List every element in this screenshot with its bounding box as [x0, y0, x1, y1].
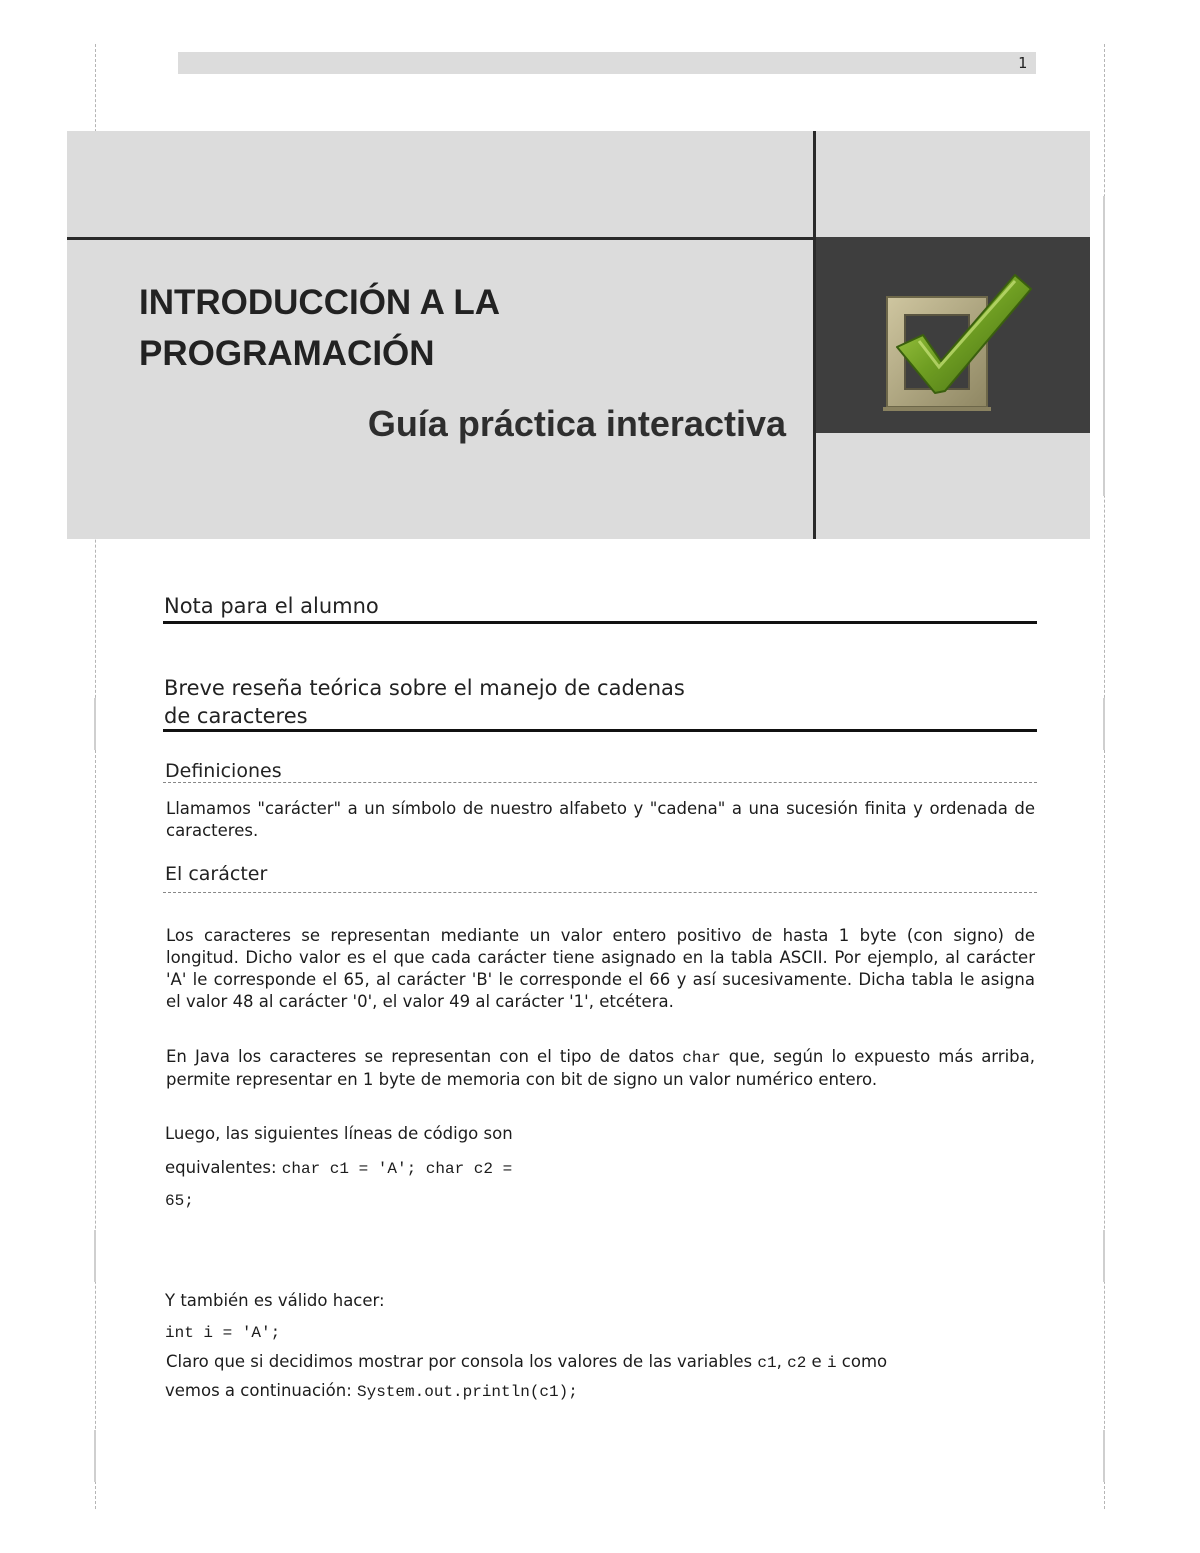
vemos-line	[165, 1381, 578, 1401]
heading-nota-alumno: Nota para el alumno	[164, 594, 379, 618]
claro-text-end: como	[836, 1352, 888, 1371]
code-int-assignment: int i = 'A';	[165, 1324, 281, 1342]
checkbox-checkmark-icon	[879, 269, 1039, 419]
code-println: System.out.println(c1);	[357, 1383, 578, 1401]
margin-marker	[1103, 1230, 1105, 1282]
heading-rule	[163, 729, 1037, 732]
subheading-rule	[163, 782, 1037, 783]
heading-resena-line-1: Breve reseña teórica sobre el manejo de cadenas	[164, 676, 685, 700]
caracter-paragraph: Los caracteres se representan mediante un valor entero positivo de hasta 1 byte (con signo) de longitud. Dicho valor es el que cada carácter tiene asignado en la tabla ASCII. Por ejemplo, al carácter 'A' le corresponde el 65, al carácter 'B' le corresponde el 66 y así sucesivamente. Dicha tabla le asigna el valor 48 al carácter '0', el valor 49 al carácter '1', etcétera.	[166, 926, 1035, 1011]
java-char-text-rest: que, según lo expuesto más arriba, permite representar en 1 byte de memoria con bit de signo un valor numérico entero.	[166, 1047, 1035, 1089]
heading-rule	[163, 621, 1037, 624]
subheading-definiciones: Definiciones	[165, 760, 282, 782]
claro-conjunction: e	[806, 1352, 827, 1371]
document-subtitle: Guía práctica interactiva	[367, 403, 786, 444]
claro-separator: ,	[776, 1352, 788, 1371]
luego-line: Luego, las siguientes líneas de código son	[165, 1124, 513, 1143]
cover-block	[67, 131, 1090, 539]
java-char-text: En Java los caracteres se representan con el tipo de datos	[166, 1047, 683, 1066]
margin-marker	[1103, 196, 1105, 496]
tambien-line: Y también es válido hacer:	[165, 1291, 385, 1310]
code-char-value: 65;	[165, 1192, 194, 1210]
cover-horizontal-rule	[67, 237, 816, 240]
definiciones-paragraph: Llamamos "carácter" a un símbolo de nuestro alfabeto y "cadena" a una sucesión finita y ordenada de caracteres.	[166, 799, 1035, 840]
inline-code-char: char	[682, 1049, 721, 1067]
title-line-2: PROGRAMACIÓN	[139, 334, 435, 373]
heading-resena-line-2: de caracteres	[164, 704, 308, 728]
page-header	[178, 52, 1036, 74]
margin-marker	[94, 1430, 96, 1482]
margin-marker	[94, 698, 96, 750]
equivalentes-line	[165, 1158, 512, 1178]
claro-text: Claro que si decidimos mostrar por consola los valores de las variables	[166, 1352, 758, 1371]
margin-marker	[1103, 698, 1105, 750]
vemos-label: vemos a continuación:	[165, 1381, 357, 1400]
margin-marker	[94, 1230, 96, 1282]
equivalentes-label: equivalentes:	[165, 1158, 282, 1177]
claro-paragraph	[166, 1351, 1035, 1374]
page-number: 1	[1017, 54, 1027, 72]
heading-resena-teorica	[164, 674, 1037, 730]
inline-code-i: i	[826, 1354, 837, 1372]
subheading-el-caracter: El carácter	[165, 863, 268, 885]
document-title	[139, 277, 500, 379]
java-char-paragraph	[166, 1046, 1035, 1091]
code-char-assignments: char c1 = 'A'; char c2 =	[281, 1160, 513, 1178]
inline-code-c2: c2	[787, 1354, 807, 1372]
margin-marker	[1103, 1430, 1105, 1482]
subheading-rule	[163, 892, 1037, 893]
title-line-1: INTRODUCCIÓN A LA	[139, 283, 500, 322]
inline-code-c1: c1	[757, 1354, 777, 1372]
